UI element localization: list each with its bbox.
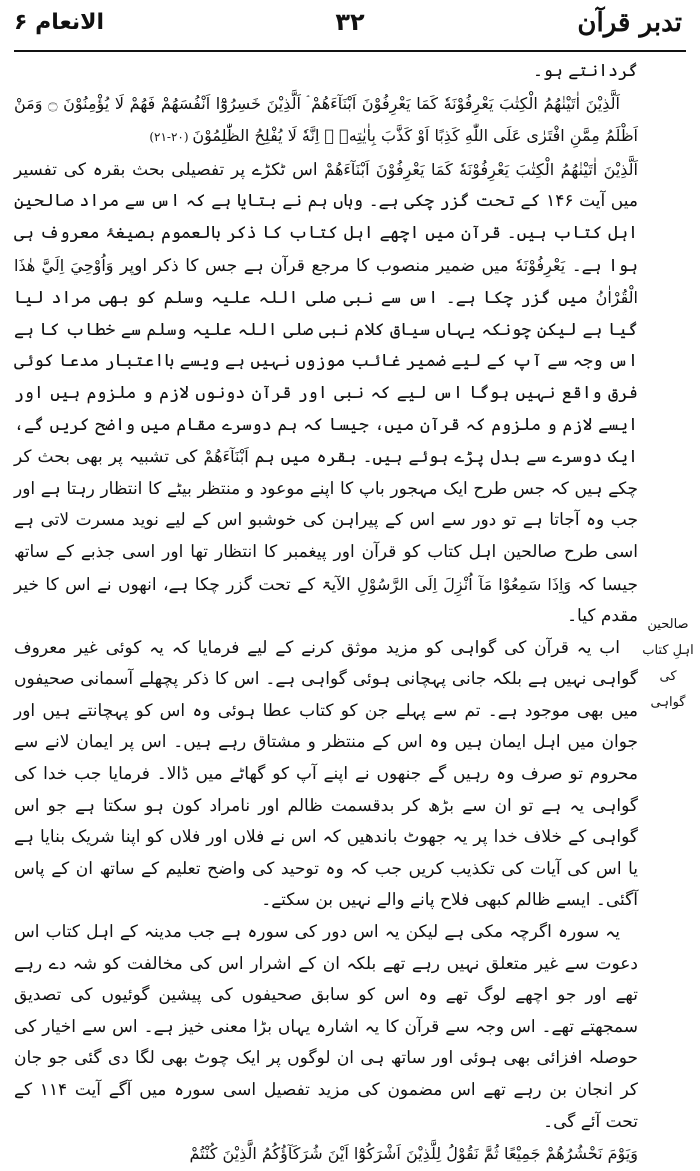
paragraph	[14, 633, 638, 917]
margin-note: صالحین اہلِ کتاب کی گواہی	[642, 617, 694, 710]
verse-reference: (۲۰-۲۱)	[149, 130, 193, 145]
quran-quote: يَعْرِفُوْنَهٗ	[515, 255, 566, 275]
quran-quote: اَبْنَآءَهُمْ	[203, 447, 249, 467]
quran-quote: وَاِذَا سَمِعُوْا مَآ اُنْزِلَ اِلَى الرَّسُوْلِ	[357, 574, 572, 594]
surah-name: الانعام ۶	[14, 10, 105, 35]
paragraph-verse	[14, 88, 638, 154]
text-run: میں ضمیر منصوب کا مرجع قرآن ہے جس کا ذکر اوپر	[113, 255, 516, 276]
text-run: گردانتے ہو۔	[532, 61, 638, 81]
quran-quote: اَلَّذِيْنَ اٰتَيْنٰهُمُ الْكِتٰبَ يَعْرِفُوْنَهٗ كَمَا يَعْرِفُوْنَ اَبْنَآءَهُمْ	[324, 159, 639, 179]
text-run: یہ سورہ اگرچہ مکی ہے لیکن یہ اس دور کی سورہ ہے جب مدینہ کے اہل کتاب اس دعوت سے غیر متعلق نہیں رہے تھے بلکہ ان کے اشرار اس کی مخالفت کو شہ دے رہے تھے اور جو اچھے لوگ تھے وہ اس کو سابق صحیفوں کی پیشین گوئیوں کی تصدیق سمجھتے تھے۔ اس وجہ سے قرآن کا یہ اشارہ یہاں بڑا معنی خیز ہے۔ اس سے اخیار کی حوصلہ افزائی بھی ہوئی اور ساتھ ہی ان لوگوں پر ایک چوٹ بھی لگا دی گئی جو جان کر انجان بن رہے تھے اس مضمون کی مزید تفصیل اسی سورہ میں آگے آیت ۱۱۴ کے تحت آئے گی۔	[14, 922, 638, 1132]
quran-quote: اَلَّذِيْنَ اٰتَيْنٰهُمُ الْكِتٰبَ يَعْرِفُوْنَهٗ كَمَا يَعْرِفُوْنَ اَبْنَآءَهُمْ ۘ اَلَّذِيْنَ خَسِرُوْٓا اَنْفُسَهُمْ فَهُمْ لَا يُؤْمِنُوْنَ ۝ وَمَنْ اَظْلَمُ مِمَّنِ افْتَرٰى عَلَى اللّٰهِ كَذِبًا اَوْ كَذَّبَ بِاٰيٰتِهٖ ۭ اِنَّهٗ لَا يُفْلِحُ الظّٰلِمُوْنَ	[14, 93, 638, 146]
paragraph	[14, 917, 638, 1138]
text-run: اب یہ قرآن کی گواہی کو مزید موثق کرنے کے لیے فرمایا کہ یہ کوئی غیر معروف گواہی نہیں ہے بلکہ جانی پہچانی ہوئی گواہی ہے۔ اس کا ذکر پچھلے آسمانی صحیفوں میں بھی موجود ہے۔ تم سے پہلے جن کو کتاب عطا ہوئی وہ اس کو پہچانتے ہیں اور جوان میں اہل ایمان ہیں وہ اس کے منتظر و مشتاق رہے ہیں۔ اس پر ایمان لانے سے محروم تو صرف وہ رہیں گے جنھوں نے اپنے آپ کو گھاٹے میں ڈالا۔ فرمایا جب خدا کی گواہی یہ ہے تو ان سے بڑھ کر بدقسمت ظالم اور نامراد کون ہو سکتا ہے جو اس گواہی کے خلاف خدا پر یہ جھوٹ باندھیں کہ اس نے فلاں اور فلاں کو اپنا شریک بنایا ہے یا اس کی آیات کی تکذیب کریں جب کہ وہ توحید کی واضح تعلیم کے ساتھ ان کے پاس آگئی۔ ایسے ظالم کبھی فلاح پانے والے نہیں بن سکتے۔	[14, 637, 638, 911]
body-text	[14, 56, 639, 1164]
quran-quote: وَاُوْحِيَ اِلَيَّ هٰذَا الْقُرْاٰنُ	[14, 255, 638, 308]
paragraph-verse	[14, 1138, 638, 1171]
page-number: ۳۲	[335, 8, 365, 36]
text-run: الآیۃ کے تحت گزر چکا ہے، انھوں نے اس کا خیر مقدم کیا۔	[14, 574, 638, 627]
header-rule	[14, 50, 686, 52]
quran-quote: وَيَوْمَ نَحْشُرُهُمْ جَمِيْعًا ثُمَّ نَقُوْلُ لِلَّذِيْنَ اَشْرَكُوْٓا اَيْنَ شُرَكَآؤُكُمُ الَّذِيْنَ كُنْتُمْ	[189, 1144, 638, 1164]
text-run: اس ٹکڑے پر تفصیلی بحث بقرہ کی تفسیر میں آیت ۱۴۶ کے تحت گزر چکی ہے۔ وہاں ہم نے بتایا ہے کہ اس سے مراد صالحین اہل کتاب ہیں۔ قرآن میں اچھے اہل کتاب کا ذکر بالعموم بصیغۂ معروف ہی ہوا ہے۔	[14, 159, 639, 276]
page-header	[14, 4, 686, 52]
paragraph	[14, 154, 638, 633]
text-run: کی تشبیہ پر بھی بحث کر چکے ہیں کہ جس طرح ایک مہجور باپ کا اپنے موعود و منتظر بیٹے کا انتظار رہتا ہے اور جب وہ آجاتا ہے تو دور سے اس کے پیراہن کی خوشبو اس کے لیے نوید مسرت لاتی ہے اسی طرح صالحین اہل کتاب کو قرآن اور پیغمبر کا انتظار تھا اور اسی جذبے کے ساتھ جیسا کہ	[14, 447, 638, 595]
text-run: میں گزر چکا ہے۔ اس سے نبی صلی اللہ علیہ وسلم کو بھی مراد لیا گیا ہے لیکن چونکہ یہاں سیاق کلام نبی صلی اللہ علیہ وسلم سے خطاب کا ہے اس وجہ سے آپ کے لیے ضمیر غائب موزوں نہیں ہے ویسے بااعتبار مدعا کوئی فرق واقع نہیں ہوگا اس لیے کہ نبی اور قرآن دونوں لازم و ملزوم ہیں اور ایسے لازم و ملزوم کہ قرآن میں، جیسا کہ ہم دوسرے مقام میں واضح کریں گے، ایک دوسرے سے بدل پڑے ہوئے ہیں۔ بقرہ میں ہم	[14, 288, 638, 468]
book-title: تدبر قرآن	[577, 8, 682, 38]
paragraph	[14, 56, 638, 88]
